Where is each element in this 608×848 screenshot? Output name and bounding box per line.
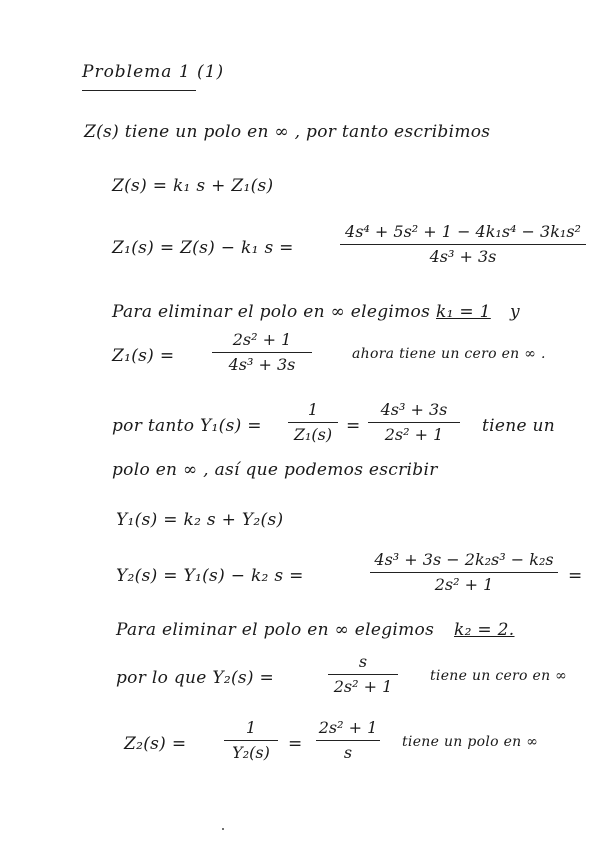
fraction-y2-numerator: 4s³ + 3s − 2k₂s³ − k₂s (374, 550, 554, 569)
line-z1-zero-note: ahora tiene un cero en ∞ . (352, 346, 546, 362)
fraction-bar (370, 572, 558, 573)
fraction-y1 (368, 400, 460, 445)
line-y1-decomposition: Y₁(s) = k₂ s + Y₂(s) (116, 510, 284, 530)
line-intro: Z(s) tiene un polo en ∞ , por tanto escribimos (84, 122, 491, 142)
fraction-y1-reciprocal (288, 400, 338, 445)
fraction-z1-denominator: 4s³ + 3s (429, 247, 497, 266)
line-choose-k1-text: Para eliminar el polo en ∞ elegimos (112, 302, 431, 322)
line-y2-result-left: por lo que Y₂(s) = (116, 668, 275, 688)
line-z-decomposition: Z(s) = k₁ s + Z₁(s) (112, 176, 274, 196)
fraction-bar (328, 674, 398, 675)
fraction-z1-result-numerator: 2s² + 1 (232, 330, 292, 349)
line-z2-pole-note: tiene un polo en ∞ (402, 734, 539, 750)
fraction-bar (212, 352, 312, 353)
fraction-y1-denominator: 2s² + 1 (384, 425, 444, 444)
line-choose-k1-y: y (510, 302, 520, 322)
line-y2-zero-note: tiene un cero en ∞ (430, 668, 568, 684)
fraction-bar (316, 740, 380, 741)
line-z1-result-left: Z₁(s) = (112, 346, 175, 366)
line-y2-left: Y₂(s) = Y₁(s) − k₂ s = (116, 566, 304, 586)
fraction-z2-reciprocal-numerator: 1 (245, 718, 257, 737)
fraction-y2-result-denominator: 2s² + 1 (333, 677, 393, 696)
k2-value: k₂ = 2. (454, 620, 515, 640)
page-title: Problema 1 (1) (82, 62, 225, 82)
line-y1-pole-text: polo en ∞ , así que podemos escribir (112, 460, 438, 480)
fraction-bar (340, 244, 586, 245)
fraction-y2-result (328, 652, 398, 697)
fraction-y2-denominator: 2s² + 1 (434, 575, 494, 594)
fraction-z1-result-denominator: 4s³ + 3s (228, 355, 296, 374)
fraction-z2-numerator: 2s² + 1 (318, 718, 378, 737)
line-y1-note: tiene un (482, 416, 556, 436)
line-z1-left: Z₁(s) = Z(s) − k₁ s = (112, 238, 294, 258)
fraction-bar (368, 422, 460, 423)
line-y1-left: por tanto Y₁(s) = (112, 416, 262, 436)
fraction-bar (288, 422, 338, 423)
ink-dot (222, 828, 224, 830)
fraction-z2-denominator: s (343, 743, 353, 762)
fraction-z2-reciprocal (224, 718, 278, 763)
fraction-y1-reciprocal-denominator: Z₁(s) (293, 425, 333, 444)
fraction-y2 (370, 550, 558, 595)
title-underline (82, 90, 196, 91)
fraction-y2-result-numerator: s (358, 652, 368, 671)
equals-sign: = (288, 734, 303, 754)
k1-value: k₁ = 1 (436, 302, 491, 322)
fraction-z1 (340, 222, 586, 267)
fraction-y1-numerator: 4s³ + 3s (380, 400, 448, 419)
equals-sign: = (346, 416, 361, 436)
fraction-z1-result (212, 330, 312, 375)
trailing-equals-sign: = (568, 566, 583, 586)
fraction-bar (224, 740, 278, 741)
fraction-z2 (316, 718, 380, 763)
fraction-z2-reciprocal-denominator: Y₂(s) (232, 743, 270, 762)
fraction-y1-reciprocal-numerator: 1 (307, 400, 319, 419)
line-z2-left: Z₂(s) = (124, 734, 187, 754)
line-choose-k2-text: Para eliminar el polo en ∞ elegimos (116, 620, 435, 640)
fraction-z1-numerator: 4s⁴ + 5s² + 1 − 4k₁s⁴ − 3k₁s² (345, 222, 581, 241)
